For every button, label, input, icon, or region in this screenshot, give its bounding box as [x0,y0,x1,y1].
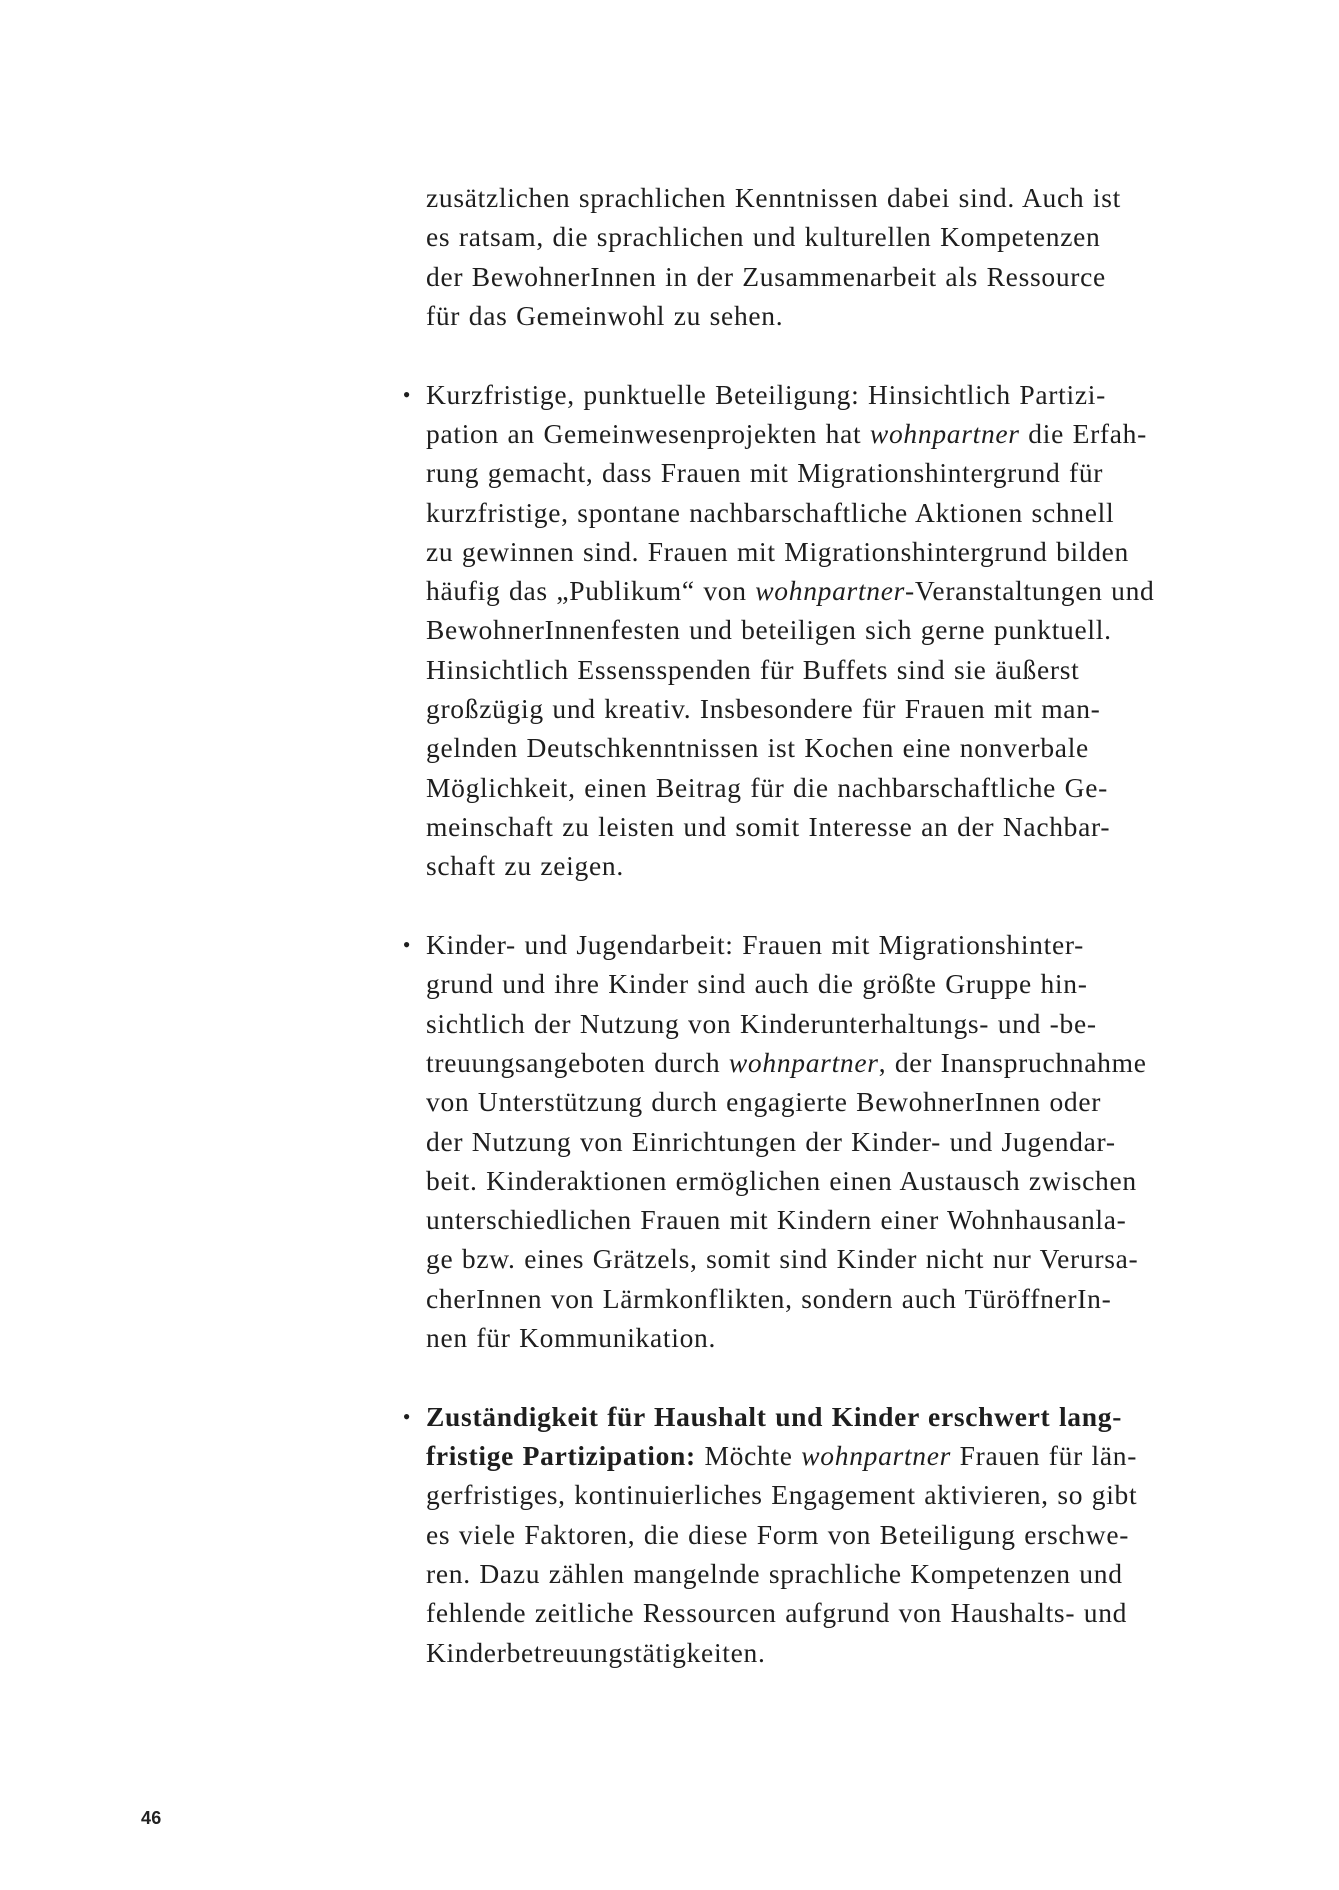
text-line: pation an Gemeinwesenprojekten hat wohnpartner die Erfah- [426,417,1147,449]
text-line: cherInnen von Lärmkonflikten, sondern auch TüröffnerIn- [426,1282,1112,1314]
bullet-item-youth-work [402,925,1166,1357]
text-line: es ratsam, die sprachlichen und kulturellen Kompetenzen [426,221,1101,253]
text-line: schaft zu zeigen. [426,850,624,882]
text-line: nen für Kommunikation. [426,1322,717,1354]
text-line: ren. Dazu zählen mangelnde sprachliche Kompetenzen und [426,1558,1123,1589]
text-line: Kinder- und Jugendarbeit: Frauen mit Migrationshinter- [426,929,1085,961]
text-line: unterschiedlichen Frauen mit Kindern einer Wohnhausanla- [426,1204,1127,1236]
brand-name: wohnpartner [728,1046,879,1078]
text-line: zu gewinnen sind. Frauen mit Migrationshintergrund bilden [426,535,1129,567]
brand-name: wohnpartner [755,575,906,607]
bullet-icon: • [402,932,412,958]
text-line: BewohnerInnenfesten und beteiligen sich gerne punktuell. [426,614,1112,646]
text-line: gerfristiges, kontinuierliches Engagement aktivieren, so gibt [426,1479,1138,1511]
text-line: häufig das „Publikum“ von wohnpartner-Veranstaltungen und [426,575,1155,607]
text-line: Zuständigkeit für Haushalt und Kinder erschwert lang- [426,1400,1123,1432]
text-line: beit. Kinderaktionen ermöglichen einen Austausch zwischen [426,1164,1137,1196]
text-line: fristige Partizipation: Möchte wohnpartner Frauen für län- [426,1440,1138,1472]
brand-name: wohnpartner [869,417,1020,449]
bold-heading: fristige Partizipation: [426,1440,696,1472]
bullet-item-short-term-participation [402,375,1166,886]
text-line: ge bzw. eines Grätzels, somit sind Kinder nicht nur Verursa- [426,1243,1139,1275]
text-line: der Nutzung von Einrichtungen der Kinder- und Jugendar- [426,1125,1116,1157]
text-line: zusätzlichen sprachlichen Kenntnissen dabei sind. Auch ist [426,182,1121,213]
text-line: gelnden Deutschkenntnissen ist Kochen eine nonverbale [426,732,1089,764]
text-line: kurzfristige, spontane nachbarschaftliche Aktionen schnell [426,496,1115,528]
text-line: grund und ihre Kinder sind auch die größte Gruppe hin- [426,968,1088,1000]
text-line: für das Gemeinwohl zu sehen. [426,299,784,331]
bullet-icon: • [402,1403,412,1429]
brand-name: wohnpartner [801,1440,952,1472]
text-column [402,178,1166,1672]
text-line: Kurzfristige, punktuelle Beteiligung: Hinsichtlich Partizi- [426,378,1106,410]
text-line: Kinderbetreuungstätigkeiten. [426,1636,766,1668]
text-line: der BewohnerInnen in der Zusammenarbeit als Ressource [426,260,1106,292]
bullet-icon: • [402,381,412,407]
page-number: 46 [141,1808,162,1828]
text-line: von Unterstützung durch engagierte BewohnerInnen oder [426,1086,1102,1118]
intro-paragraph [426,178,1166,335]
text-line: rung gemacht, dass Frauen mit Migrationshintergrund für [426,457,1104,489]
text-line: es viele Faktoren, die diese Form von Beteiligung erschwe- [426,1518,1130,1550]
text-line: sichtlich der Nutzung von Kinderunterhaltungs- und -be- [426,1007,1097,1039]
text-line: treuungsangeboten durch wohnpartner, der Inanspruchnahme [426,1046,1147,1078]
text-line: Möglichkeit, einen Beitrag für die nachbarschaftliche Ge- [426,771,1108,803]
bullet-item-household-responsibility [402,1397,1166,1672]
text-line: Hinsichtlich Essensspenden für Buffets sind sie äußerst [426,653,1080,685]
text-line: großzügig und kreativ. Insbesondere für Frauen mit man- [426,693,1101,725]
text-line: fehlende zeitliche Ressourcen aufgrund von Haushalts- und [426,1597,1128,1629]
text-line: meinschaft zu leisten und somit Interesse an der Nachbar- [426,810,1111,842]
